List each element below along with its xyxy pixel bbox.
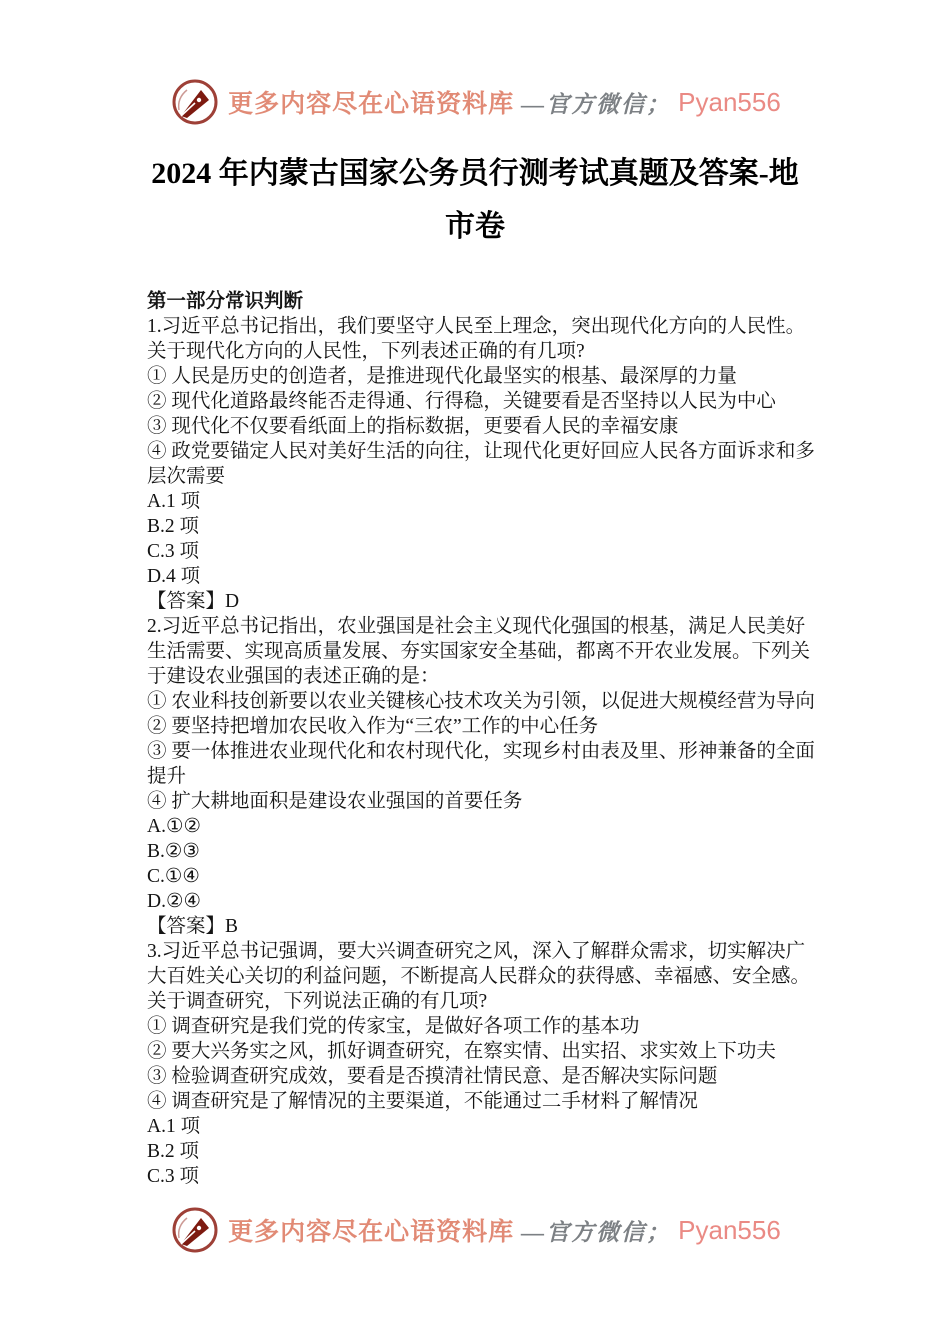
- document-body: [147, 289, 815, 1189]
- question-item-line: ③ 现代化不仅要看纸面上的指标数据，更要看人民的幸福安康: [147, 416, 679, 437]
- answer-line: 【答案】D: [147, 591, 240, 612]
- header-watermark: [0, 76, 950, 128]
- footer-watermark: [0, 1204, 950, 1256]
- question-item-line: ④ 调查研究是了解情况的主要渠道，不能通过二手材料了解情况: [147, 1091, 698, 1112]
- question-stem-line: 大百姓关心关切的利益问题，不断提高人民群众的获得感、幸福感、安全感。: [147, 966, 811, 987]
- question-stem-line: 关于现代化方向的人民性，下列表述正确的有几项?: [147, 341, 585, 362]
- question-item-line: 提升: [147, 766, 187, 787]
- question-item-line: 层次需要: [147, 466, 226, 487]
- questions: [147, 314, 815, 1189]
- section-heading: 第一部分常识判断: [147, 291, 304, 312]
- answer-line: 【答案】B: [147, 916, 239, 937]
- question-item-line: ② 现代化道路最终能否走得通、行得稳，关键要看是否坚持以人民为中心: [147, 391, 776, 412]
- question-stem-line: 生活需要、实现高质量发展、夯实国家安全基础，都离不开农业发展。下列关: [147, 641, 811, 662]
- question-stem-line: 关于调查研究，下列说法正确的有几项?: [147, 991, 488, 1012]
- option-line: C.3 项: [147, 541, 200, 562]
- question-block: [147, 614, 815, 939]
- question-item-line: ② 要坚持把增加农民收入作为“三农”工作的中心任务: [147, 716, 599, 737]
- question-item-line: ① 农业科技创新要以农业关键核心技术攻关为引领，以促进大规模经营为导向: [147, 691, 815, 712]
- option-line: A.1 项: [147, 491, 201, 512]
- option-line: D.②④: [147, 891, 201, 912]
- question-item-line: ④ 政党要锚定人民对美好生活的向往，让现代化更好回应人民各方面诉求和多: [147, 441, 815, 462]
- option-line: B.2 项: [147, 516, 200, 537]
- question-item-line: ③ 要一体推进农业现代化和农村现代化，实现乡村由表及里、形神兼备的全面: [147, 741, 815, 762]
- brand-pen-logo-icon: [169, 1204, 221, 1256]
- question-item-line: ② 要大兴务实之风，抓好调查研究，在察实情、出实招、求实效上下功夫: [147, 1041, 776, 1062]
- question-stem-line: 1.习近平总书记指出，我们要坚守人民至上理念，突出现代化方向的人民性。: [147, 316, 806, 337]
- watermark-text: 更多内容尽在心语资料库: [228, 1219, 515, 1246]
- option-line: B.②③: [147, 841, 200, 862]
- watermark-wechat-label: —官方微信；: [521, 91, 672, 117]
- option-line: A.1 项: [147, 1116, 201, 1137]
- question-item-line: ③ 检验调查研究成效，要看是否摸清社情民意、是否解决实际问题: [147, 1066, 718, 1087]
- option-line: B.2 项: [147, 1141, 200, 1162]
- page-title: [75, 147, 875, 253]
- page-title-line2: 市卷: [445, 210, 505, 243]
- page-title-line1: 2024 年内蒙古国家公务员行测考试真题及答案-地: [151, 157, 799, 190]
- watermark-wechat-label: —官方微信；: [521, 1219, 672, 1245]
- question-stem-line: 2.习近平总书记指出，农业强国是社会主义现代化强国的根基，满足人民美好: [147, 616, 806, 637]
- option-line: A.①②: [147, 816, 201, 837]
- option-line: C.3 项: [147, 1166, 200, 1187]
- question-item-line: ④ 扩大耕地面积是建设农业强国的首要任务: [147, 791, 523, 812]
- question-stem-line: 于建设农业强国的表述正确的是：: [147, 666, 440, 687]
- question-item-line: ① 人民是历史的创造者，是推进现代化最坚实的根基、最深厚的力量: [147, 366, 737, 387]
- option-line: D.4 项: [147, 566, 201, 587]
- wechat-account: Pyan556: [678, 1214, 781, 1245]
- question-block: [147, 314, 815, 614]
- question-stem-line: 3.习近平总书记强调，要大兴调查研究之风，深入了解群众需求，切实解决广: [147, 941, 806, 962]
- wechat-account: Pyan556: [678, 86, 781, 117]
- question-item-line: ① 调查研究是我们党的传家宝，是做好各项工作的基本功: [147, 1016, 640, 1037]
- watermark-text: 更多内容尽在心语资料库: [228, 91, 515, 118]
- question-block: [147, 939, 815, 1189]
- brand-pen-logo-icon: [169, 76, 221, 128]
- option-line: C.①④: [147, 866, 200, 887]
